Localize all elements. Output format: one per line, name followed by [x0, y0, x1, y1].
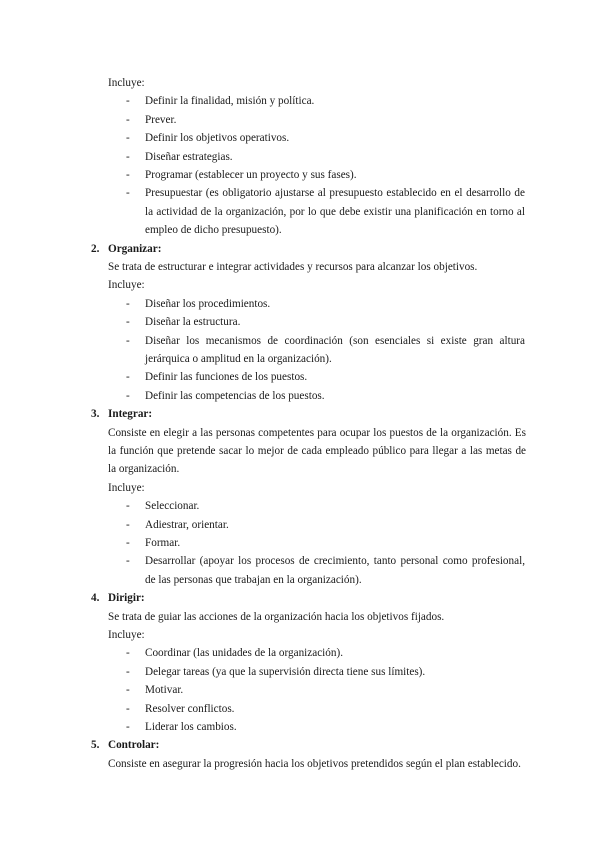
list-item: Adiestrar, orientar.	[145, 518, 229, 531]
list-bullet: -	[126, 702, 130, 715]
list-item: empleo de dicho presupuesto).	[145, 224, 282, 237]
list-item: Liderar los cambios.	[145, 721, 237, 733]
list-bullet: -	[126, 665, 130, 678]
list-bullet: -	[126, 297, 130, 310]
list-item: Definir los objetivos operativos.	[145, 132, 290, 145]
list-bullet: -	[126, 187, 130, 200]
list-item: Diseñar estrategias.	[145, 150, 233, 163]
list-bullet: -	[126, 537, 130, 549]
section-title: Controlar:	[108, 739, 160, 752]
section-description: Consiste en asegurar la progresión hacia los objetivos pretendidos según el plan establecido.	[108, 757, 521, 770]
list-item: Definir las competencias de los puestos.	[145, 389, 325, 402]
list-bullet: -	[126, 169, 130, 181]
list-item: Formar.	[145, 537, 181, 549]
section-number: 2.	[91, 242, 100, 255]
list-item: Coordinar (las unidades de la organización).	[145, 647, 343, 660]
list-item: Definir las funciones de los puestos.	[145, 371, 308, 384]
list-item: jerárquica o amplitud en la organización).	[145, 353, 332, 365]
list-bullet: -	[126, 371, 130, 384]
list-item: Seleccionar.	[145, 500, 200, 513]
list-bullet: -	[126, 389, 130, 402]
list-item: Desarrollar (apoyar los procesos de crecimiento, tanto personal como profesional,	[145, 555, 525, 568]
list-bullet: -	[126, 500, 130, 513]
list-bullet: -	[126, 150, 130, 163]
section-description: Se trata de estructurar e integrar actividades y recursos para alcanzar los objetivos.	[108, 261, 478, 273]
section-number: 4.	[91, 592, 100, 605]
list-bullet: -	[126, 555, 130, 568]
list-item: Delegar tareas (ya que la supervisión directa tiene sus límites).	[145, 665, 426, 678]
section-title: Organizar:	[108, 242, 162, 255]
section-title: Dirigir:	[108, 592, 145, 605]
list-bullet: -	[126, 721, 130, 733]
list-bullet: -	[126, 316, 130, 329]
section-description: Se trata de guiar las acciones de la organización hacia los objetivos fijados.	[108, 610, 445, 623]
list-item: Diseñar los mecanismos de coordinación (son esenciales si existe gran altura	[145, 334, 525, 347]
list-item: la actividad de la organización, por lo que debe existir una planificación en torno al	[145, 205, 525, 218]
list-bullet: -	[126, 132, 130, 145]
list-bullet: -	[126, 647, 130, 660]
list-item: Diseñar los procedimientos.	[145, 297, 271, 310]
includes-label: Incluye:	[108, 481, 145, 494]
list-item: Definir la finalidad, misión y política.	[145, 95, 315, 108]
list-bullet: -	[126, 334, 130, 347]
includes-label: Incluye:	[108, 629, 145, 641]
includes-label: Incluye:	[108, 77, 145, 89]
section-title: Integrar:	[108, 408, 153, 421]
list-bullet: -	[126, 684, 130, 697]
list-item: Presupuestar (es obligatorio ajustarse al presupuesto establecido en el desarrollo de	[145, 187, 525, 200]
section-number: 5.	[91, 739, 100, 752]
list-item: de las personas que trabajan en la organización).	[145, 573, 362, 586]
list-item: Diseñar la estructura.	[145, 316, 241, 329]
list-item: Resolver conflictos.	[145, 702, 235, 715]
list-item: Prever.	[145, 113, 177, 126]
list-bullet: -	[126, 113, 130, 126]
list-bullet: -	[126, 518, 130, 531]
section-description: la organización.	[108, 463, 180, 476]
section-number: 3.	[91, 408, 100, 421]
list-bullet: -	[126, 95, 130, 108]
list-item: Programar (establecer un proyecto y sus fases).	[145, 169, 357, 181]
section-description: Consiste en elegir a las personas competentes para ocupar los puestos de la organización. Es	[108, 426, 526, 439]
includes-label: Incluye:	[108, 279, 145, 292]
section-description: la función que pretende sacar lo mejor de cada empleado público para llegar a las metas de	[108, 445, 526, 457]
list-item: Motivar.	[145, 684, 184, 697]
